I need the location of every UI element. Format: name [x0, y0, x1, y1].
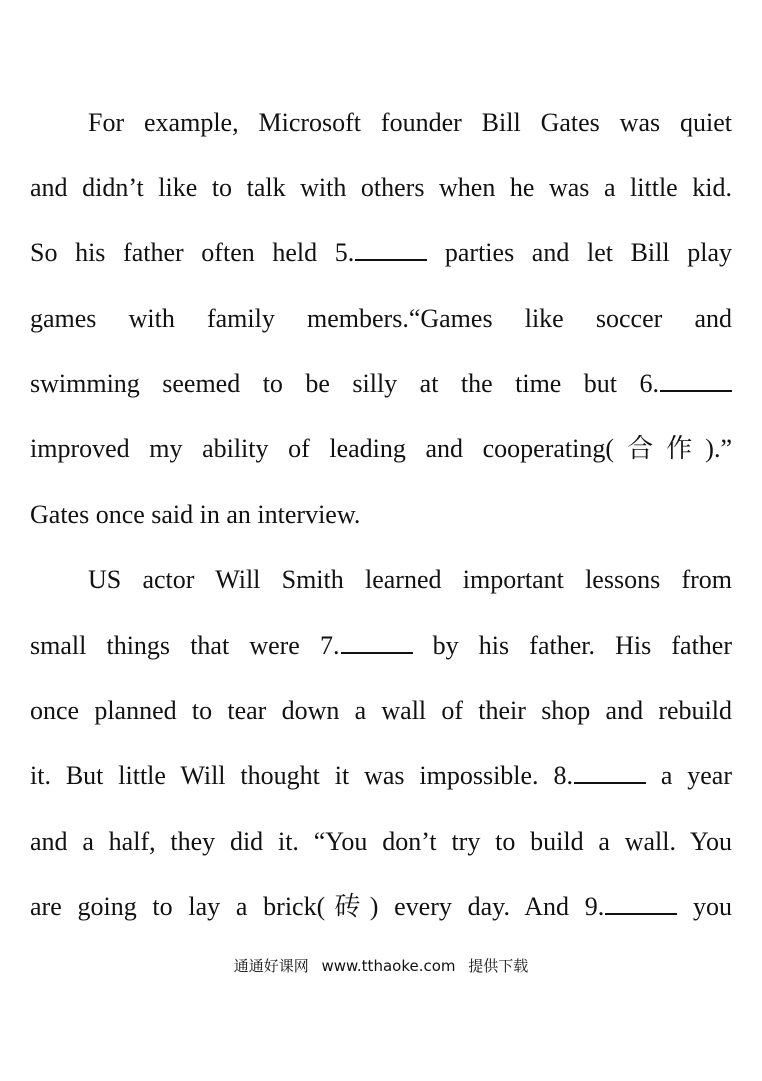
footer-site-name: 通通好课网	[233, 957, 309, 975]
text-line: For example, Microsoft founder Bill Gates was quiet	[88, 108, 732, 137]
line-text-after-blank: parties and let Bill play	[427, 238, 732, 267]
line-text-before-blank: it. But little Will thought it was impossible. 8.	[30, 761, 573, 790]
line-text-before-blank: small things that were 7.	[30, 631, 340, 660]
answer-blank-8	[574, 764, 646, 784]
text-line: and a half, they did it. “You don’t try to build a wall. You	[30, 827, 732, 856]
text-line-with-blank	[30, 761, 732, 791]
answer-blank-5	[355, 241, 427, 261]
text-line-with-blank	[30, 892, 732, 922]
text-line-with-blank	[30, 369, 732, 399]
text-line: once planned to tear down a wall of their shop and rebuild	[30, 696, 732, 725]
text-line: Gates once said in an interview.	[30, 500, 361, 529]
text-line: US actor Will Smith learned important lessons from	[88, 565, 732, 594]
line-text-after-blank: a year	[645, 761, 733, 790]
answer-blank-7	[341, 634, 413, 654]
footer-url: www.tthaoke.com	[321, 957, 456, 975]
answer-blank-6	[660, 372, 732, 392]
answer-blank-9	[605, 895, 677, 915]
line-text-before-blank: are going to lay a brick(砖) every day. And 9.	[30, 892, 605, 921]
page-footer	[0, 955, 762, 976]
text-line: games with family members.“Games like soccer and	[30, 304, 732, 333]
text-line-with-blank	[30, 631, 732, 661]
line-text-after-blank: by his father. His father	[412, 631, 733, 660]
text-line-with-blank	[30, 238, 732, 268]
footer-note: 提供下载	[468, 957, 529, 975]
line-text-before-blank: swimming seemed to be silly at the time but 6.	[30, 369, 659, 398]
text-line: and didn’t like to talk with others when he was a little kid.	[30, 173, 732, 202]
text-line: improved my ability of leading and cooperating(合作).”	[30, 434, 732, 463]
line-text-after-blank: you	[677, 892, 733, 921]
line-text-before-blank: So his father often held 5.	[30, 238, 355, 267]
